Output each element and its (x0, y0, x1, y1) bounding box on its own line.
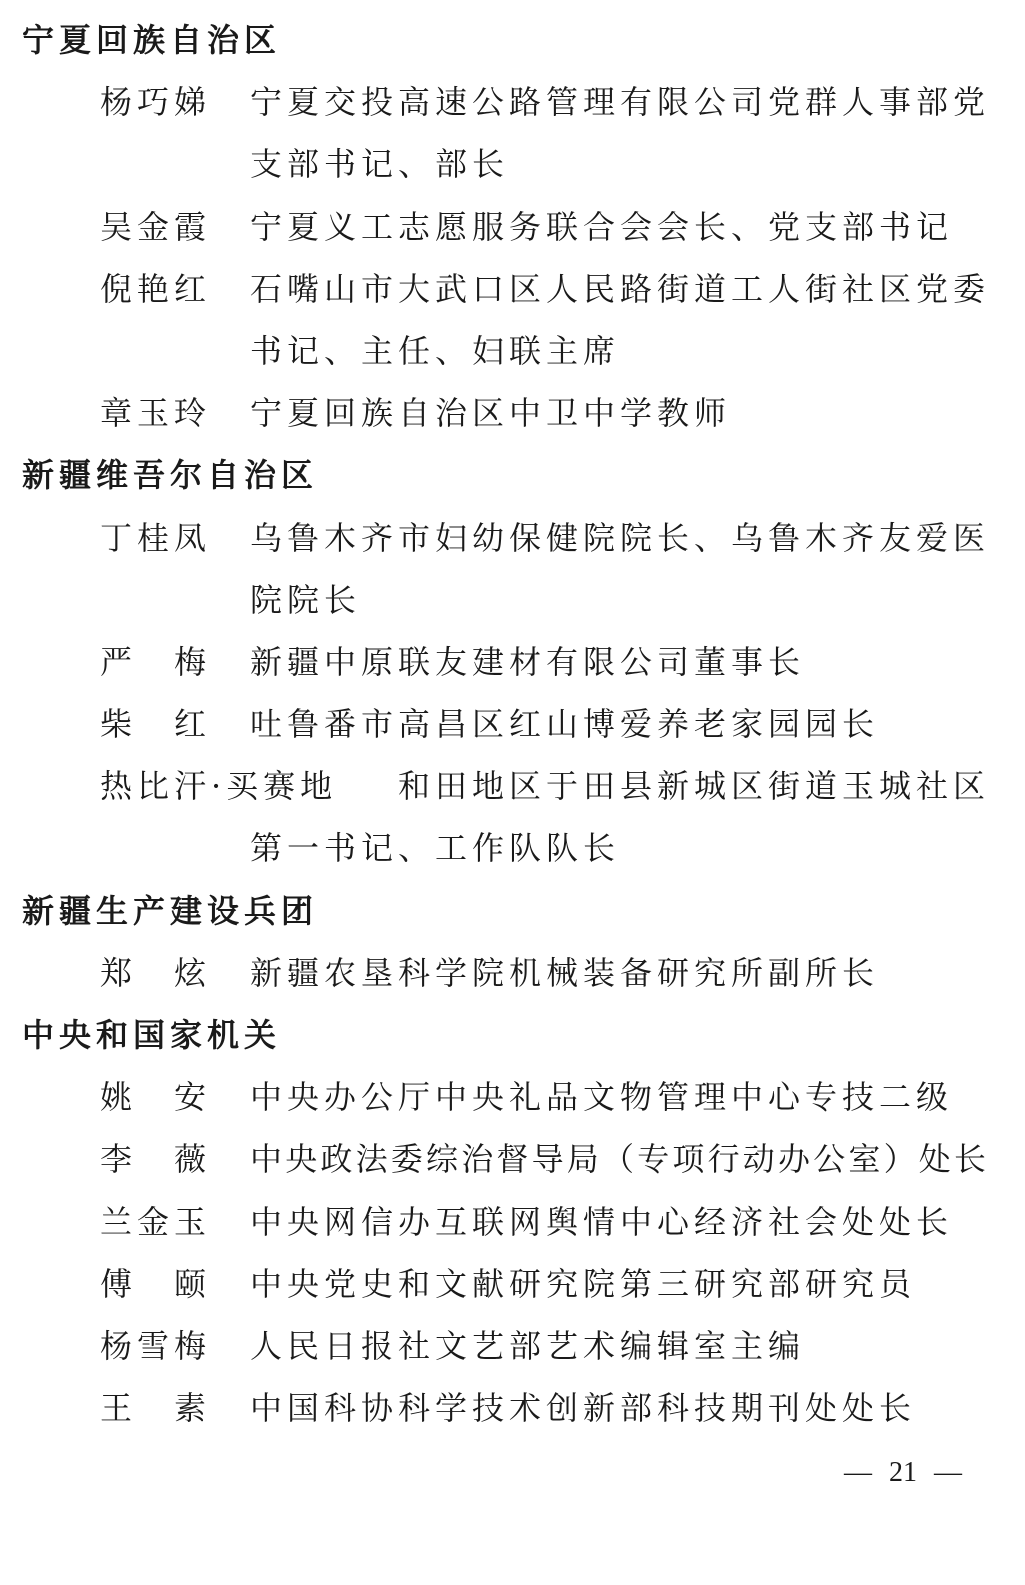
honoree-title-line: 支部书记、部长 (250, 145, 510, 184)
honoree-title-line: 第一书记、工作队队长 (250, 829, 621, 868)
honoree-title (250, 755, 1025, 879)
honoree-entry (0, 1253, 1025, 1315)
honoree-title-line: 新疆中原联友建材有限公司董事长 (250, 642, 806, 681)
honoree-title-line: 新疆农垦科学院机械装备研究所副所长 (250, 953, 880, 992)
honoree-title (250, 1191, 1025, 1253)
honoree-name: 兰金玉 (100, 1202, 212, 1241)
honoree-entry (0, 1191, 1025, 1253)
honoree-name: 杨雪梅 (100, 1326, 212, 1365)
honoree-entry (0, 1066, 1025, 1128)
honoree-title (250, 1315, 1025, 1377)
honoree-name: 柴 红 (100, 705, 212, 744)
honoree-name: 傅 颐 (100, 1264, 212, 1303)
honoree-list (0, 9, 1025, 1439)
honoree-title-line: 乌鲁木齐市妇幼保健院院长、乌鲁木齐友爱医 (250, 518, 991, 557)
honoree-name: 丁桂凤 (100, 518, 212, 557)
honoree-name: 吴金霞 (100, 207, 212, 246)
honoree-title-line: 中国科协科学技术创新部科技期刊处处长 (250, 1389, 917, 1428)
honoree-entry (0, 693, 1025, 755)
honoree-title (250, 382, 1025, 444)
honoree-name: 李 薇 (100, 1140, 212, 1179)
honoree-title-line: 宁夏交投高速公路管理有限公司党群人事部党 (250, 83, 991, 122)
honoree-title-line: 石嘴山市大武口区人民路街道工人街社区党委 (250, 269, 991, 308)
honoree-name: 郑 炫 (100, 953, 212, 992)
honoree-entry (0, 71, 1025, 195)
honoree-title-line: 中央政法委综治督导局（专项行动办公室）处长 (250, 1140, 990, 1179)
honoree-entry (0, 1377, 1025, 1439)
honoree-title (250, 1253, 1025, 1315)
honoree-name: 倪艳红 (100, 269, 212, 308)
honoree-title-line: 宁夏回族自治区中卫中学教师 (250, 394, 732, 433)
honoree-title (250, 631, 1025, 693)
page-number: — 21 — (844, 1457, 962, 1488)
honoree-title (250, 693, 1025, 755)
honoree-title-line: 院院长 (250, 580, 362, 619)
honoree-title (250, 507, 1025, 631)
honoree-title-line: 宁夏义工志愿服务联合会会长、党支部书记 (250, 207, 954, 246)
honoree-name: 杨巧娣 (100, 83, 212, 122)
honoree-title (250, 258, 1025, 382)
honoree-title-line: 书记、主任、妇联主席 (250, 331, 621, 370)
honoree-title-line: 和田地区于田县新城区街道玉城社区 (398, 767, 991, 806)
honoree-entry (0, 1128, 1025, 1190)
honoree-entry (0, 755, 1025, 879)
honoree-entry (0, 1315, 1025, 1377)
honoree-title-line: 吐鲁番市高昌区红山博爱养老家园园长 (250, 705, 880, 744)
honoree-name: 姚 安 (100, 1078, 212, 1117)
region-heading: 新疆维吾尔自治区 (22, 456, 319, 495)
honoree-title (250, 196, 1025, 258)
honoree-title (250, 942, 1025, 1004)
honoree-title-line: 人民日报社文艺部艺术编辑室主编 (250, 1326, 806, 1365)
honoree-entry (0, 942, 1025, 1004)
honoree-title (250, 71, 1025, 195)
honoree-name: 严 梅 (100, 642, 212, 681)
honoree-title (250, 1128, 1025, 1190)
honoree-entry (0, 507, 1025, 631)
honoree-entry (0, 196, 1025, 258)
honoree-entry (0, 258, 1025, 382)
honoree-title (250, 1066, 1025, 1128)
honoree-entry (0, 382, 1025, 444)
honoree-title-line: 中央网信办互联网舆情中心经济社会处处长 (250, 1202, 954, 1241)
region-heading: 宁夏回族自治区 (22, 21, 282, 59)
honoree-name: 章玉玲 (100, 394, 212, 433)
region-heading: 中央和国家机关 (22, 1016, 282, 1054)
honoree-title-line: 中央办公厅中央礼品文物管理中心专技二级 (250, 1078, 954, 1117)
honoree-entry (0, 631, 1025, 693)
honoree-title-line: 中央党史和文献研究院第三研究部研究员 (250, 1264, 917, 1303)
honoree-name: 王 素 (100, 1389, 212, 1428)
honoree-title (250, 1377, 1025, 1439)
honoree-name: 热比汗·买赛地 (100, 767, 338, 806)
region-heading: 新疆生产建设兵团 (22, 891, 319, 930)
